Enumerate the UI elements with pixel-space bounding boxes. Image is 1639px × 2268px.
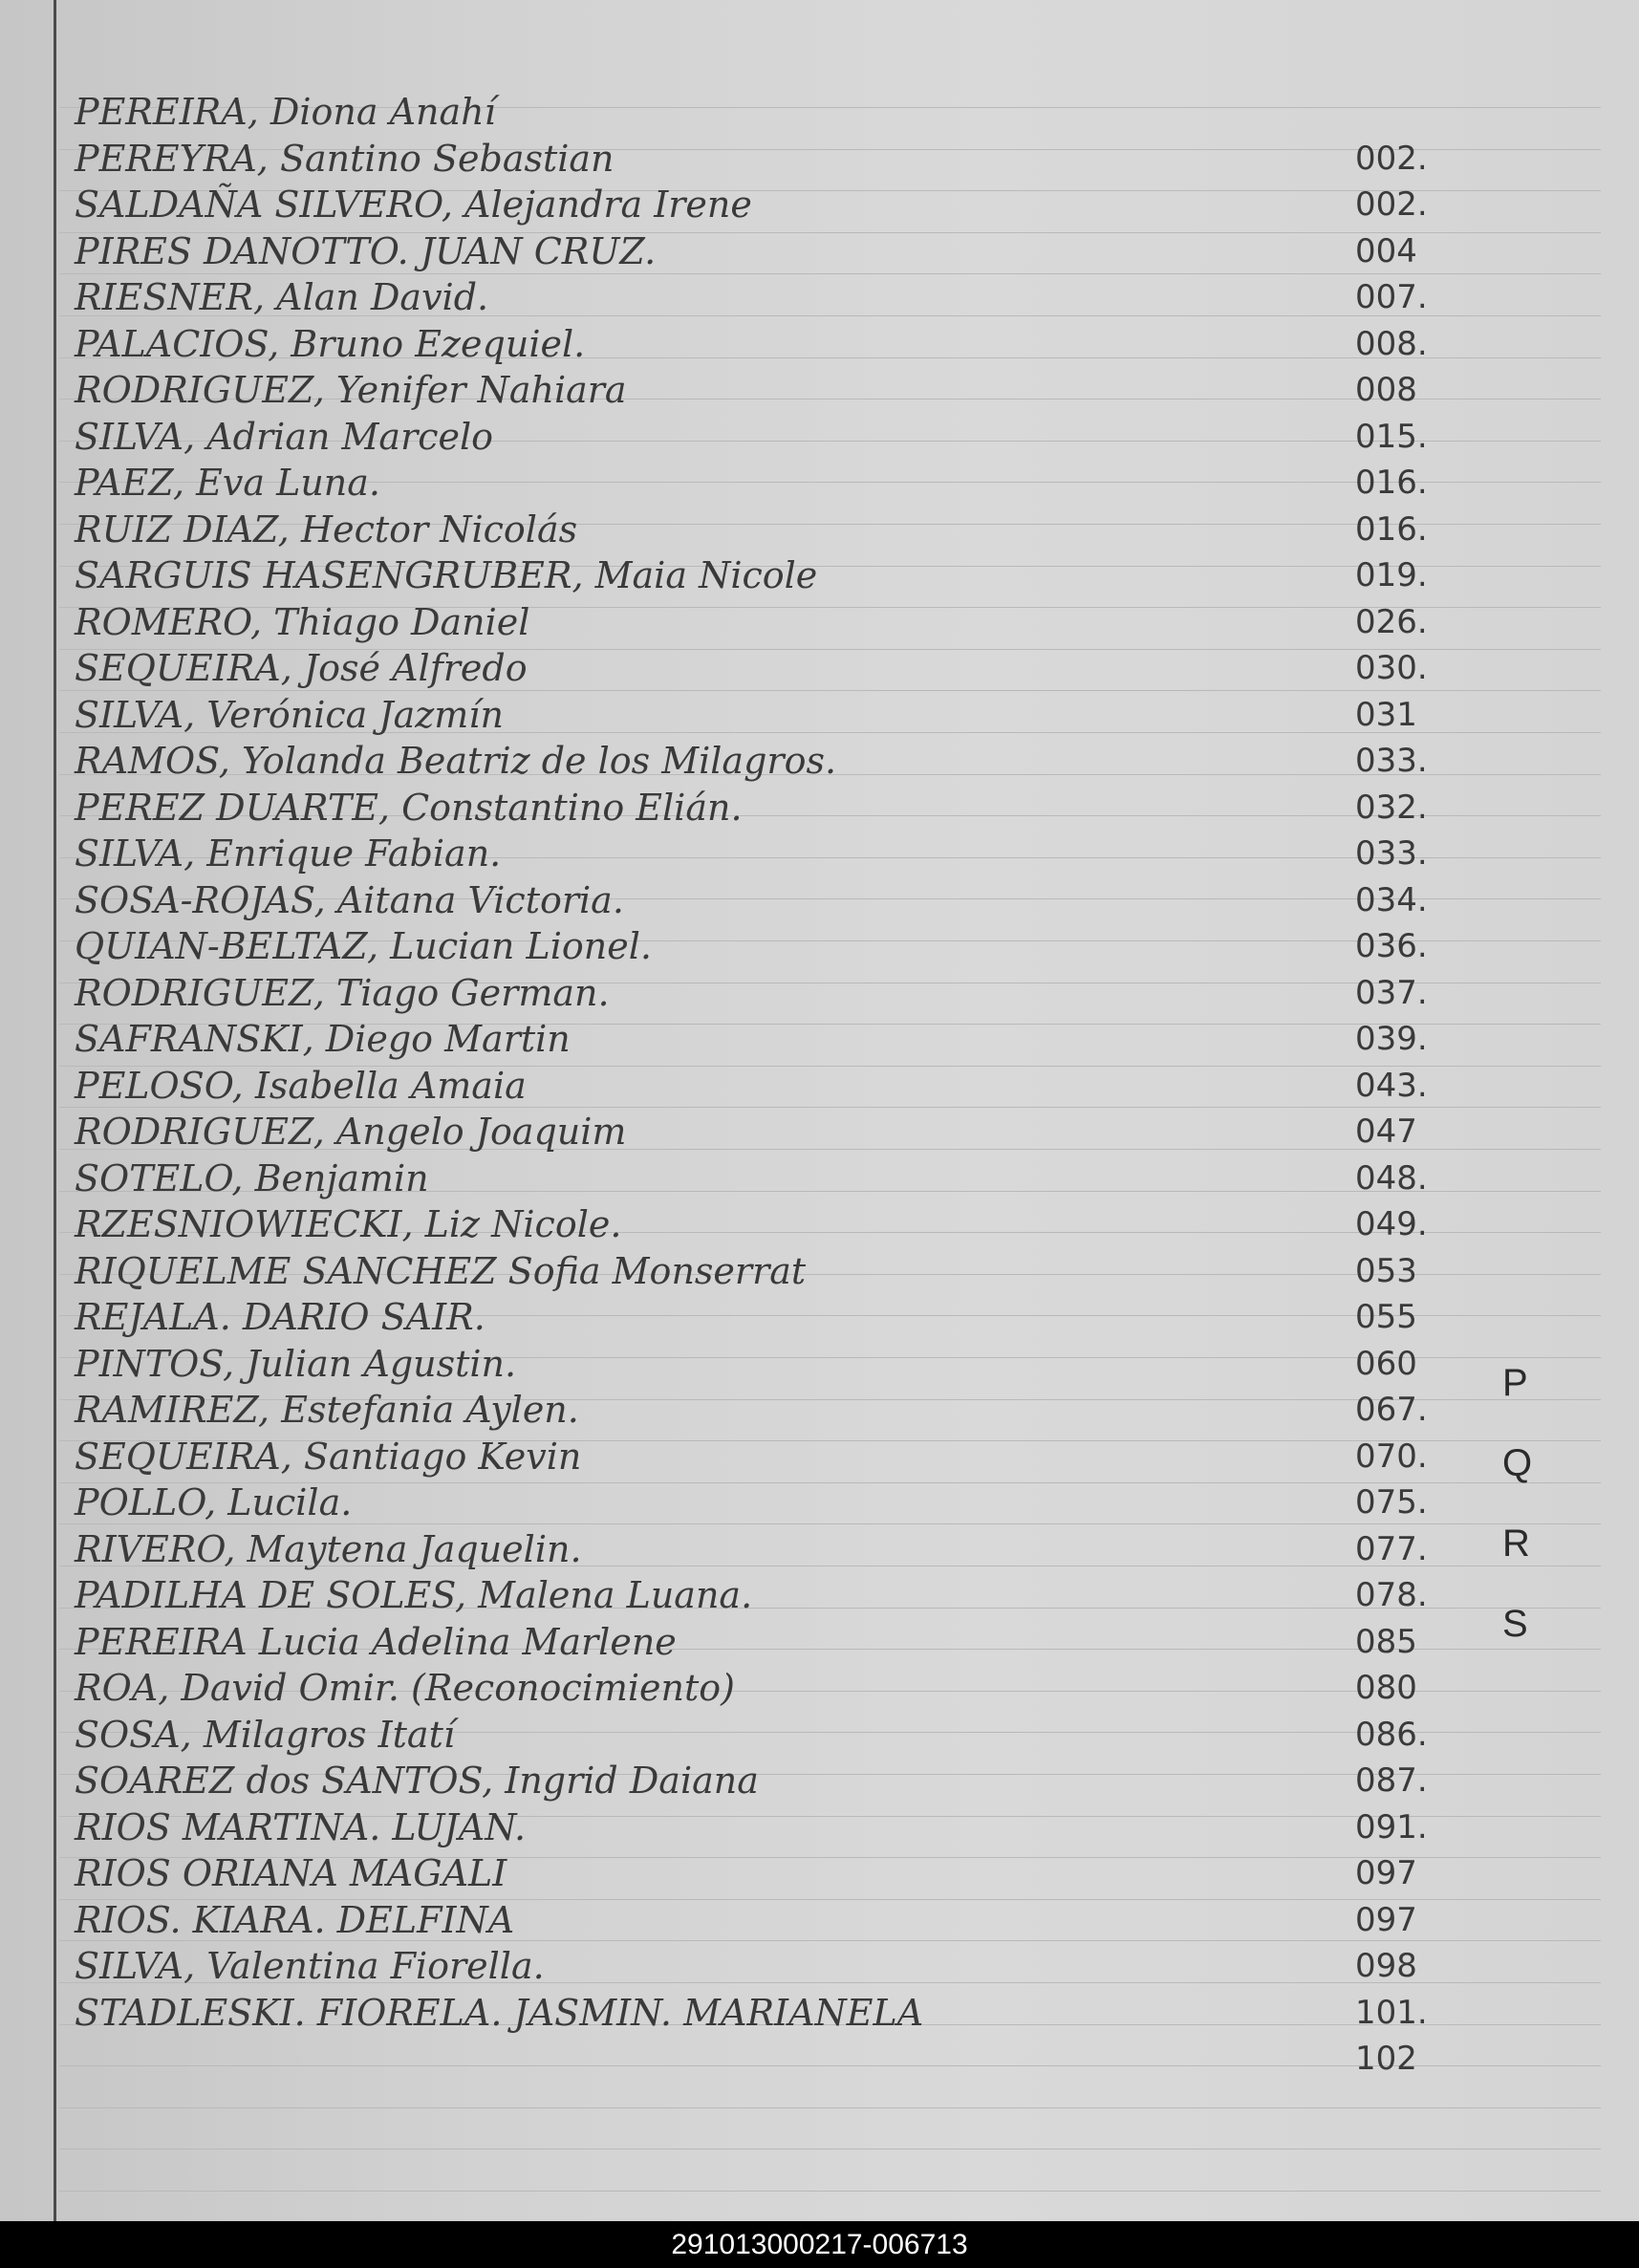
entry-number: 087.: [1355, 1761, 1428, 1800]
list-entry: [75, 600, 1428, 643]
list-entry: [75, 878, 1428, 921]
list-entry: [75, 786, 1428, 829]
list-entry: [75, 832, 1428, 875]
entry-number: 030.: [1355, 649, 1428, 687]
entry-name: SILVA, Valentina Fiorella.: [75, 1945, 545, 1987]
index-letter: S: [1502, 1603, 1528, 1645]
list-entry: [75, 1574, 1428, 1616]
list-entry: [75, 137, 1428, 180]
entry-number: 026.: [1355, 602, 1428, 641]
entry-name: PIRES DANOTTO. JUAN CRUZ.: [75, 229, 657, 272]
list-entry: [75, 1249, 1417, 1292]
entry-name: RIESNER, Alan David.: [75, 276, 489, 318]
entry-name: SOSA, Milagros Itatí: [75, 1713, 455, 1756]
index-letter: P: [1502, 1362, 1528, 1404]
entry-number: 007.: [1355, 278, 1428, 316]
list-entry: [75, 1156, 1428, 1199]
ruled-line: [59, 2107, 1601, 2108]
index-letter: R: [1502, 1523, 1530, 1565]
list-entry: [75, 1527, 1428, 1570]
entry-number: 086.: [1355, 1715, 1428, 1754]
entry-number: 033.: [1355, 742, 1428, 780]
entry-name: SILVA, Enrique Fabian.: [75, 832, 502, 875]
entry-name: PEREIRA Lucia Adelina Marlene: [75, 1620, 677, 1663]
entry-name: RAMIREZ, Estefania Aylen.: [75, 1389, 579, 1431]
ruled-line: [59, 1940, 1601, 1941]
entry-number: 075.: [1355, 1483, 1428, 1522]
entry-name: SOAREZ dos SANTOS, Ingrid Daiana: [75, 1760, 759, 1802]
entry-name: RUIZ DIAZ, Hector Nicolás: [75, 508, 578, 551]
entry-number: 034.: [1355, 880, 1428, 919]
entry-number: 031: [1355, 695, 1417, 734]
entry-number: 032.: [1355, 788, 1428, 827]
entry-name: PINTOS, Julian Agustin.: [75, 1342, 517, 1385]
list-entry: [75, 1203, 1428, 1245]
entry-number: 048.: [1355, 1158, 1428, 1198]
list-entry: [75, 1018, 1428, 1060]
entry-name: RIVERO, Maytena Jaquelin.: [75, 1527, 582, 1570]
ruled-line: [59, 273, 1601, 274]
entry-name: SALDAÑA SILVERO, Alejandra Irene: [75, 184, 752, 226]
entry-number: 036.: [1355, 927, 1428, 965]
entry-number: 039.: [1355, 1020, 1428, 1058]
entry-number: 101.: [1355, 1993, 1428, 2032]
entry-name: PELOSO, Isabella Amaia: [75, 1064, 527, 1107]
list-entry: [75, 925, 1428, 967]
entry-number: 016.: [1355, 509, 1428, 549]
entry-number: 091.: [1355, 1807, 1428, 1847]
list-entry: [75, 2038, 1417, 2080]
list-entry: [75, 1435, 1428, 1478]
entry-name: QUIAN-BELTAZ, Lucian Lionel.: [75, 925, 652, 967]
entry-number: 085: [1355, 1622, 1417, 1661]
entry-number: 070.: [1355, 1436, 1428, 1476]
ruled-line: [59, 1523, 1601, 1524]
entry-name: PEREZ DUARTE, Constantino Elián.: [75, 786, 743, 829]
list-entry: [75, 1111, 1417, 1153]
list-entry: [75, 508, 1428, 551]
list-entry: [75, 693, 1417, 736]
entry-number: 060: [1355, 1344, 1417, 1383]
index-letter: Q: [1502, 1442, 1533, 1484]
list-entry: [75, 1945, 1417, 1987]
entry-number: 098: [1355, 1947, 1417, 1985]
list-entry: [75, 415, 1428, 458]
entry-name: RZESNIOWIECKI, Liz Nicole.: [75, 1203, 622, 1245]
list-entry: [75, 369, 1417, 411]
entry-number: 080: [1355, 1669, 1417, 1707]
list-entry: [75, 554, 1428, 596]
list-entry: [75, 1481, 1428, 1523]
entry-name: PEREYRA, Santino Sebastian: [75, 137, 615, 180]
entry-name: ROMERO, Thiago Daniel: [75, 600, 530, 643]
entry-name: SOSA-ROJAS, Aitana Victoria.: [75, 878, 624, 921]
entry-number: 043.: [1355, 1066, 1428, 1105]
list-entry: [75, 1064, 1428, 1107]
entry-name: SILVA, Verónica Jazmín: [75, 693, 504, 736]
list-entry: [75, 229, 1417, 272]
ruled-line: [59, 690, 1601, 691]
list-entry: [75, 91, 1317, 133]
entry-name: ROA, David Omir. (Reconocimiento): [75, 1667, 735, 1709]
entry-name: STADLESKI. FIORELA. JASMIN. MARIANELA: [75, 1991, 924, 2034]
entry-number: 053: [1355, 1251, 1417, 1290]
entry-number: 049.: [1355, 1205, 1428, 1243]
entry-number: 097: [1355, 1900, 1417, 1939]
entry-number: 019.: [1355, 556, 1428, 594]
list-entry: [75, 1898, 1417, 1941]
entry-number: 037.: [1355, 973, 1428, 1012]
document-id-footer: 291013000217-006713: [0, 2221, 1639, 2268]
entry-number: 055: [1355, 1298, 1417, 1336]
entry-name: SAFRANSKI, Diego Martin: [75, 1018, 571, 1060]
entry-name: RIQUELME SANCHEZ Sofia Monserrat: [75, 1249, 807, 1292]
ruled-line: [59, 2191, 1601, 2192]
entry-name: RIOS MARTINA. LUJAN.: [75, 1805, 527, 1848]
entry-name: RODRIGUEZ, Yenifer Nahiara: [75, 369, 627, 411]
entry-number: 033.: [1355, 834, 1428, 873]
entry-number: 015.: [1355, 417, 1428, 456]
entry-number: 067.: [1355, 1391, 1428, 1429]
list-entry: [75, 971, 1428, 1014]
entry-number: 077.: [1355, 1529, 1428, 1568]
entry-number: 047: [1355, 1112, 1417, 1151]
list-entry: [75, 1805, 1428, 1848]
entry-number: 002.: [1355, 139, 1428, 178]
ruled-line: [59, 1107, 1601, 1108]
entry-name: SEQUEIRA, José Alfredo: [75, 647, 528, 689]
entry-number: 008.: [1355, 324, 1428, 363]
entry-number: 016.: [1355, 464, 1428, 502]
list-entry: [75, 1620, 1417, 1663]
entry-name: SARGUIS HASENGRUBER, Maia Nicole: [75, 554, 818, 596]
entry-number: 002.: [1355, 185, 1428, 224]
entry-name: PADILHA DE SOLES, Malena Luana.: [75, 1574, 753, 1616]
entry-name: RODRIGUEZ, Angelo Joaquim: [75, 1111, 627, 1153]
list-entry: [75, 184, 1428, 226]
entry-name: SOTELO, Benjamin: [75, 1156, 429, 1199]
list-entry: [75, 740, 1428, 782]
entry-number: 078.: [1355, 1576, 1428, 1614]
list-entry: [75, 1296, 1417, 1338]
list-entry: [75, 1342, 1417, 1385]
margin-line: [54, 0, 56, 2221]
list-entry: [75, 1760, 1428, 1802]
entry-name: RODRIGUEZ, Tiago German.: [75, 971, 610, 1014]
list-entry: [75, 1389, 1428, 1431]
entry-name: SEQUEIRA, Santiago Kevin: [75, 1435, 582, 1478]
list-entry: [75, 1713, 1428, 1756]
list-entry: [75, 322, 1428, 365]
entry-name: RIOS ORIANA MAGALI: [75, 1852, 507, 1894]
list-entry: [75, 276, 1428, 318]
entry-name: PEREIRA, Diona Anahí: [75, 91, 496, 133]
entry-name: RAMOS, Yolanda Beatriz de los Milagros.: [75, 740, 837, 782]
list-entry: [75, 1667, 1417, 1709]
entry-number: 008: [1355, 371, 1417, 409]
list-entry: [75, 462, 1428, 504]
entry-number: 097: [1355, 1854, 1417, 1892]
entry-name: PALACIOS, Bruno Ezequiel.: [75, 322, 586, 365]
entry-number: 102: [1355, 2040, 1417, 2078]
entry-name: POLLO, Lucila.: [75, 1481, 353, 1523]
list-entry: [75, 1852, 1417, 1894]
entry-name: RIOS. KIARA. DELFINA: [75, 1898, 515, 1941]
list-entry: [75, 647, 1428, 689]
entry-name: SILVA, Adrian Marcelo: [75, 415, 494, 458]
entry-name: REJALA. DARIO SAIR.: [75, 1296, 485, 1338]
entry-number: 004: [1355, 231, 1417, 270]
list-entry: [75, 1991, 1428, 2034]
entry-name: PAEZ, Eva Luna.: [75, 462, 381, 504]
